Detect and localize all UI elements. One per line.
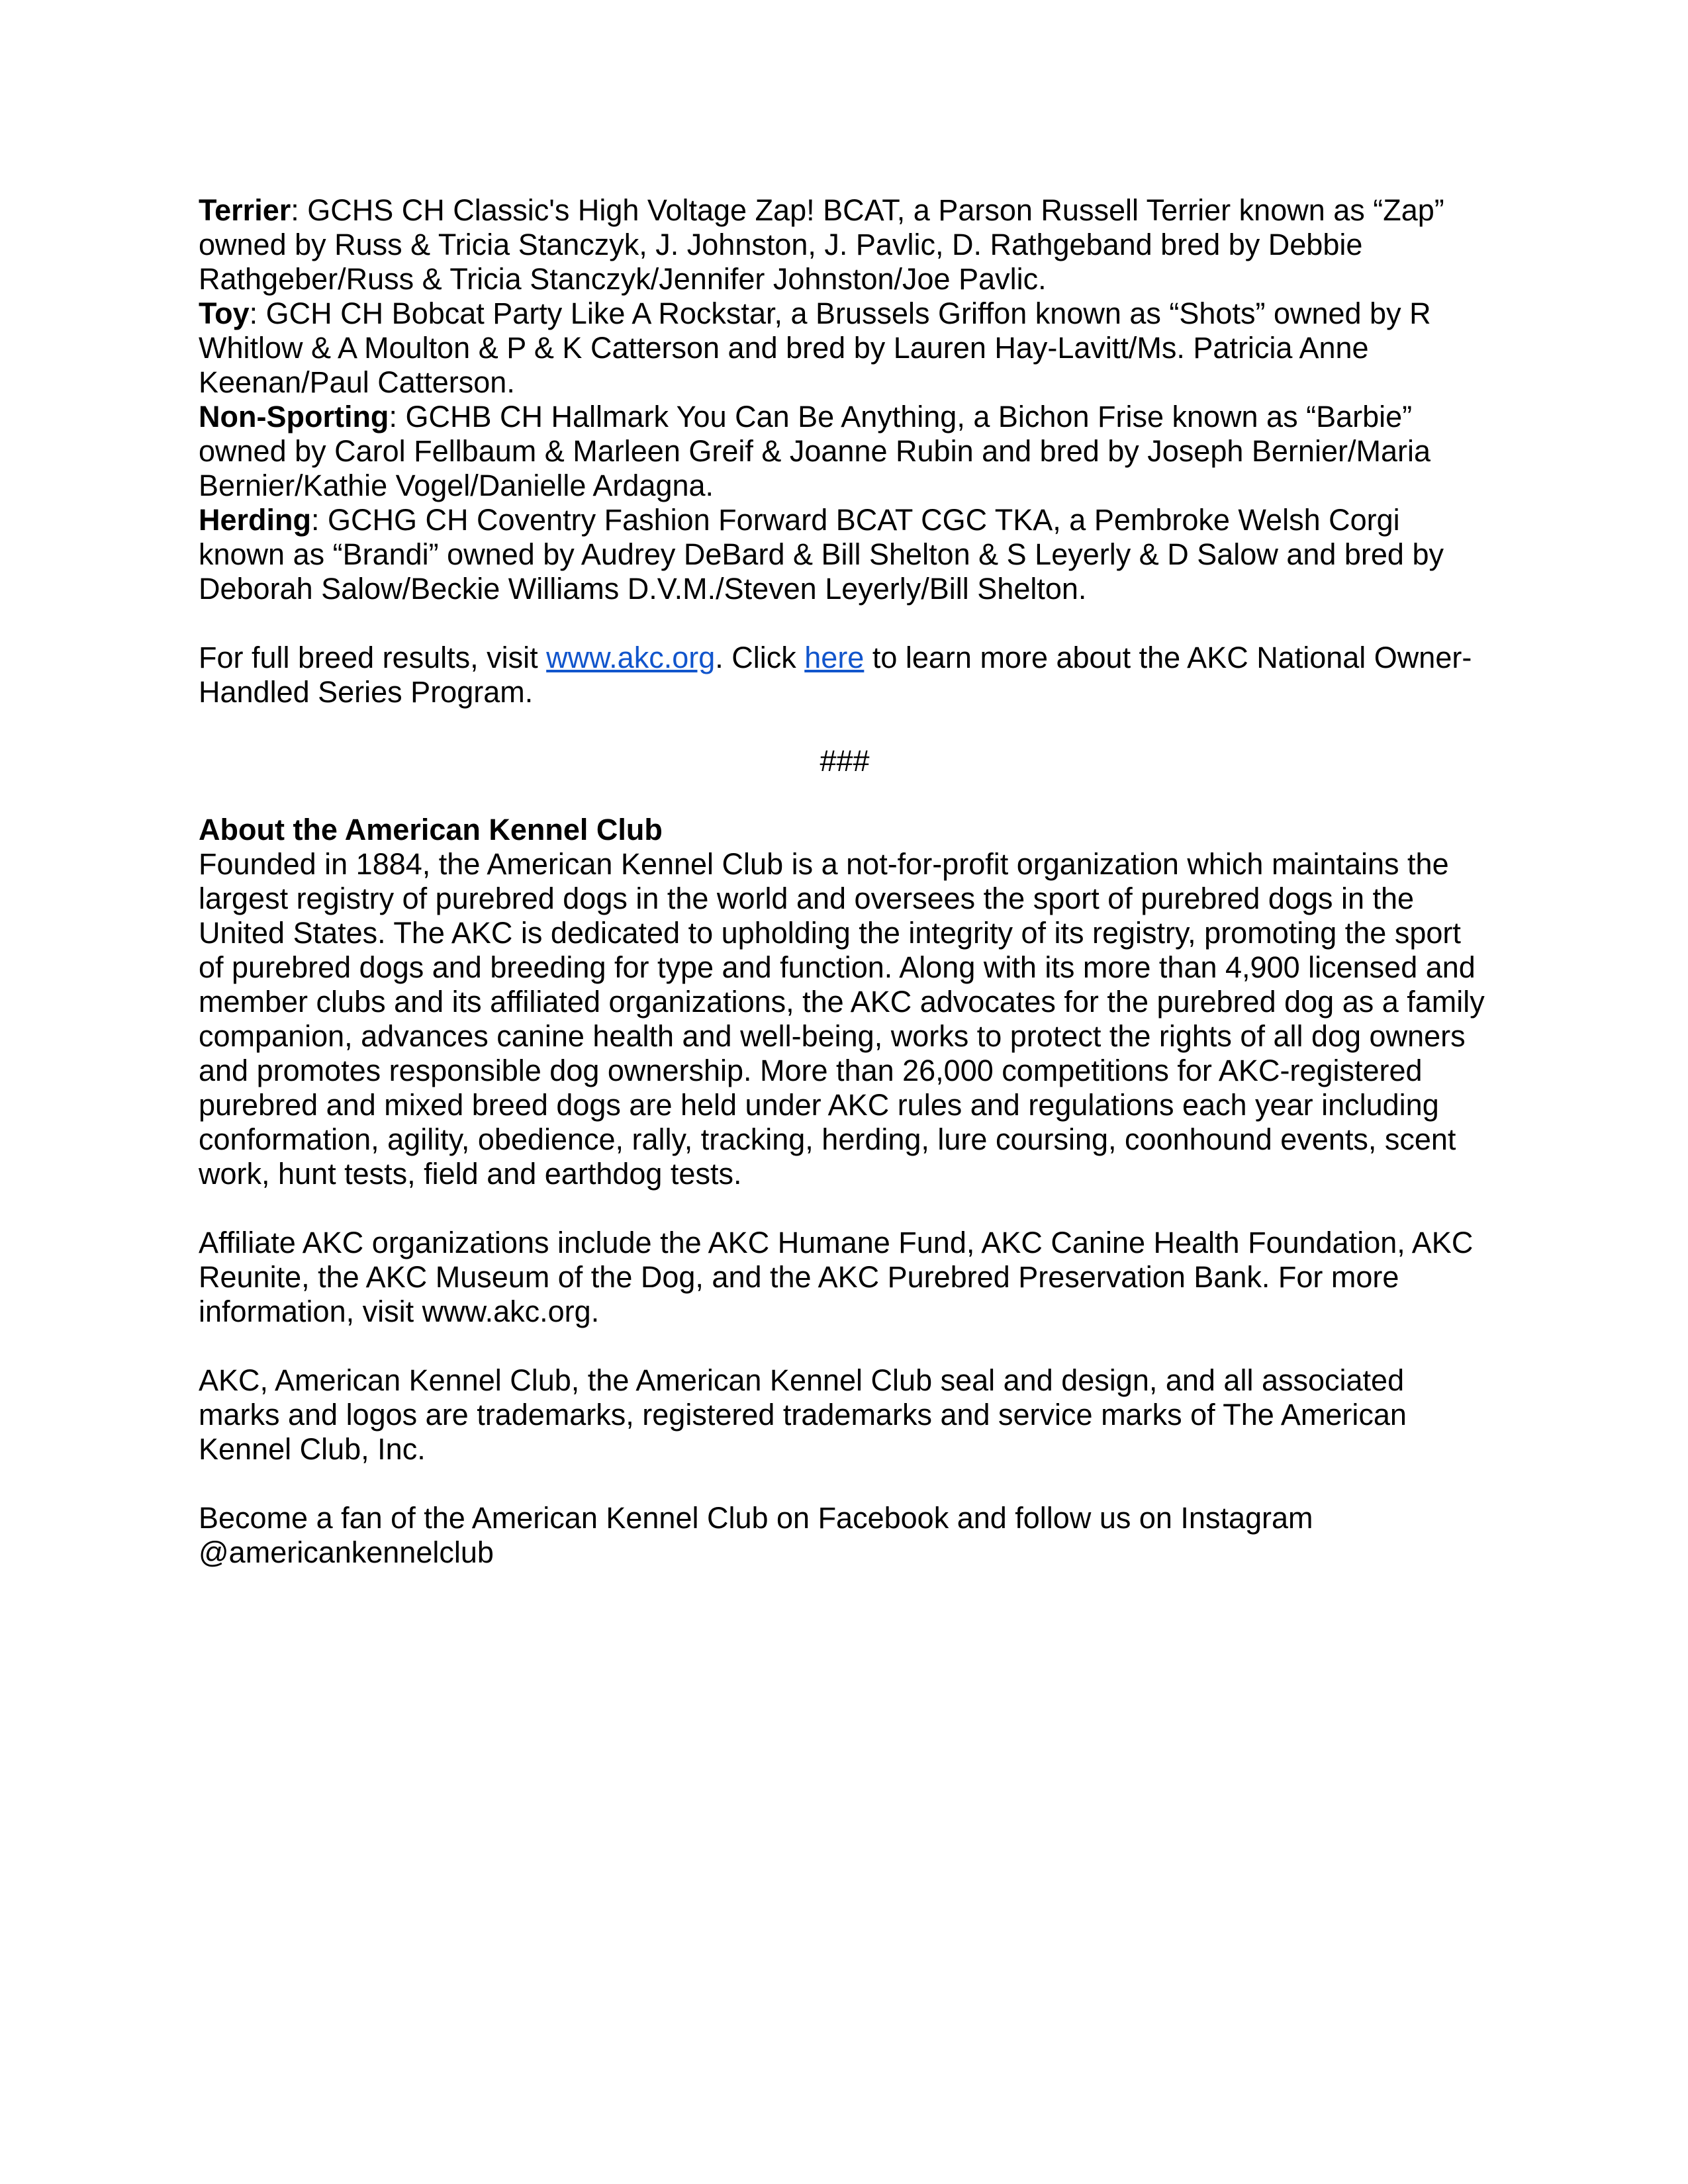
affiliates-paragraph: Affiliate AKC organizations include the AKC Humane Fund, AKC Canine Health Foundation, AKC Reunite, the AKC Museum of the Dog, and the AKC Purebred Preservation Bank. For more information, visit www.akc.org.	[199, 1226, 1474, 1328]
group-name-herding: Herding	[199, 503, 312, 537]
group-result-toy-text: : GCH CH Bobcat Party Like A Rockstar, a Brussels Griffon known as “Shots” owned by R Whitlow & A Moulton & P & K Catterson and bred by Lauren Hay-Lavitt/Ms. Patricia Anne Keenan/Paul Catterson.	[199, 296, 1431, 399]
about-paragraph: Founded in 1884, the American Kennel Club is a not-for-profit organization which maintains the largest registry of purebred dogs in the world and oversees the sport of purebred dogs in the United States. The AKC is dedicated to upholding the integrity of its registry, promoting the sport of purebred dogs and breeding for type and function. Along with its more than 4,900 licensed and member clubs and its affiliated organizations, the AKC advocates for the purebred dog as a family companion, advances canine health and well-being, works to protect the rights of all dog owners and promotes responsible dog ownership. More than 26,000 competitions for AKC-registered purebred and mixed breed dogs are held under AKC rules and regulations each year including conformation, agility, obedience, rally, tracking, herding, lure coursing, coonhound events, scent work, hunt tests, field and earthdog tests.	[199, 847, 1485, 1191]
group-result-non-sporting	[199, 400, 1491, 503]
blank-line	[199, 1191, 1491, 1226]
group-name-terrier: Terrier	[199, 193, 291, 227]
full-results-text-3: to learn more about the AKC National Owner-Handled Series Program.	[199, 641, 1472, 709]
blank-line	[199, 709, 1491, 744]
group-name-toy: Toy	[199, 296, 250, 330]
blank-line	[199, 1329, 1491, 1363]
section-divider: ###	[820, 744, 870, 778]
full-results-paragraph	[199, 641, 1491, 709]
group-result-toy	[199, 296, 1491, 400]
group-result-terrier-text: : GCHS CH Classic's High Voltage Zap! BCAT, a Parson Russell Terrier known as “Zap” owned by Russ & Tricia Stanczyk, J. Johnston, J. Pavlic, D. Rathgeband bred by Debbie Rathgeber/Russ & Tricia Stanczyk/Jennifer Johnston/Joe Pavlic.	[199, 193, 1444, 296]
about-heading-paragraph	[199, 813, 1491, 847]
about-heading: About the American Kennel Club	[199, 813, 663, 846]
blank-line	[199, 778, 1491, 813]
blank-line	[199, 1467, 1491, 1501]
akc-website-link[interactable]: www.akc.org	[546, 641, 716, 674]
full-results-text-1: For full breed results, visit	[199, 641, 547, 674]
trademark-paragraph: AKC, American Kennel Club, the American Kennel Club seal and design, and all associated marks and logos are trademarks, registered trademarks and service marks of The American Kennel Club, Inc.	[199, 1363, 1407, 1466]
nohs-program-link[interactable]: here	[804, 641, 865, 674]
full-results-text-2: . Click	[715, 641, 805, 674]
social-paragraph: Become a fan of the American Kennel Club on Facebook and follow us on Instagram @americankennelclub	[199, 1501, 1313, 1569]
group-result-non-sporting-text: : GCHB CH Hallmark You Can Be Anything, a Bichon Frise known as “Barbie” owned by Carol Fellbaum & Marleen Greif & Joanne Rubin and bred by Joseph Bernier/Maria Bernier/Kathie Vogel/Danielle Ardagna.	[199, 400, 1430, 502]
group-result-herding	[199, 503, 1491, 606]
group-result-herding-text: : GCHG CH Coventry Fashion Forward BCAT CGC TKA, a Pembroke Welsh Corgi known as “Brandi” owned by Audrey DeBard & Bill Shelton & S Leyerly & D Salow and bred by Deborah Salow/Beckie Williams D.V.M./Steven Leyerly/Bill Shelton.	[199, 503, 1444, 606]
blank-line	[199, 606, 1491, 641]
group-result-terrier	[199, 193, 1491, 296]
press-release-body	[199, 193, 1491, 1570]
group-name-non-sporting: Non-Sporting	[199, 400, 389, 433]
